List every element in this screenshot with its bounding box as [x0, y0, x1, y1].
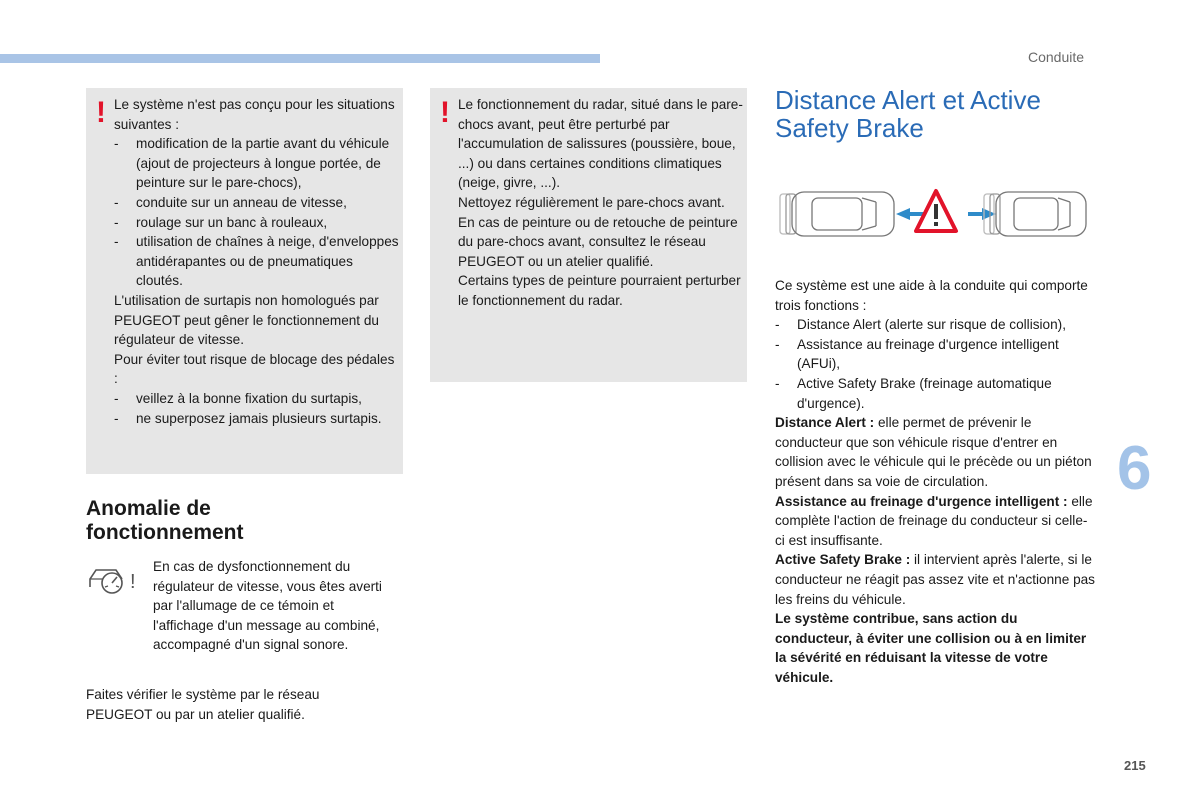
section-label: Conduite: [1028, 49, 1085, 65]
warning-paragraph: Certains types de peinture pourraient perturber le fonctionnement du radar.: [458, 273, 741, 308]
distance-alert-paragraph: Distance Alert : elle permet de prévenir le conducteur que son véhicule risque d'entrer en collision avec le véhicule qui le précède ou un piéton présent dans sa voie de circulation.: [775, 415, 1092, 489]
anomaly-heading: Anomalie de fonctionnement: [86, 497, 244, 544]
chapter-number: 6: [1117, 434, 1152, 503]
exclamation-icon: !: [96, 96, 106, 129]
warning-intro: Le système n'est pas conçu pour les situations suivantes :: [114, 97, 395, 132]
exclamation-icon: !: [440, 96, 450, 129]
page-title: Distance Alert et Active Safety Brake: [775, 85, 1041, 143]
list-item: - roulage sur un banc à rouleaux,: [114, 214, 328, 230]
list-item: - Active Safety Brake (freinage automatique d'urgence).: [775, 375, 1052, 411]
page-number: 215: [1124, 758, 1146, 773]
warning-paragraph: Le fonctionnement du radar, situé dans le pare-chocs avant, peut être perturbé par l'accumulation de salissures (poussière, boue, ...) ou dans certaines conditions climatiques (neige, givre, ...).: [458, 97, 743, 191]
list-item: - veillez à la bonne fixation du surtapis,: [114, 390, 362, 406]
list-item: - ne superposez jamais plusieurs surtapis.: [114, 410, 382, 426]
warning-box-mats: [86, 88, 403, 474]
asb-paragraph: Active Safety Brake : il intervient après l'alerte, si le conducteur ne réagit pas assez vite et n'actionne pas les freins du véhicule.: [775, 552, 1095, 607]
header-accent-bar: [0, 54, 600, 63]
warning-paragraph: Pour éviter tout risque de blocage des pédales :: [114, 351, 395, 387]
conclusion-paragraph: Le système contribue, sans action du conducteur, à éviter une collision ou à en limiter la sévérité en réduisant la vitesse de votre véhicule.: [775, 611, 1087, 685]
cruise-control-warning-icon: [86, 557, 138, 597]
svg-text:!: !: [130, 571, 136, 593]
anomaly-footer: Faites vérifier le système par le réseau PEUGEOT ou par un atelier qualifié.: [86, 687, 320, 722]
list-item: - modification de la partie avant du véhicule (ajout de projecteurs à longue portée, de peinture sur le pare-chocs),: [114, 136, 390, 191]
dasb-description: [775, 276, 1095, 687]
dasb-intro: Ce système est une aide à la conduite qui comporte trois fonctions :: [775, 278, 1088, 313]
warning-paragraph: L'utilisation de surtapis non homologués par PEUGEOT peut gêner le fonctionnement du régulateur de vitesse.: [114, 292, 379, 348]
list-item: - Assistance au freinage d'urgence intelligent (AFUi),: [775, 336, 1059, 372]
list-item: - Distance Alert (alerte sur risque de collision),: [775, 317, 1066, 333]
list-item: - utilisation de chaînes à neige, d'enveloppes antidérapantes ou de pneumatiques cloutés.: [114, 234, 399, 289]
anomaly-description: En cas de dysfonctionnement du régulateur de vitesse, vous êtes averti par l'allumage de ce témoin et l'affichage d'un message au combiné, accompagné d'un signal sonore.: [153, 559, 382, 653]
warning-paragraph: En cas de peinture ou de retouche de peinture du pare-chocs avant, consultez le réseau PEUGEOT ou un atelier qualifié.: [458, 214, 738, 269]
list-item: - conduite sur un anneau de vitesse,: [114, 194, 347, 210]
warning-paragraph: Nettoyez régulièrement le pare-chocs avant.: [458, 194, 725, 210]
two-cars-warning-icon: [778, 186, 1090, 246]
warning-box-radar: [430, 88, 747, 382]
afu-paragraph: Assistance au freinage d'urgence intelligent : elle complète l'action de freinage du conducteur si celle-ci est insuffisante.: [775, 493, 1093, 548]
